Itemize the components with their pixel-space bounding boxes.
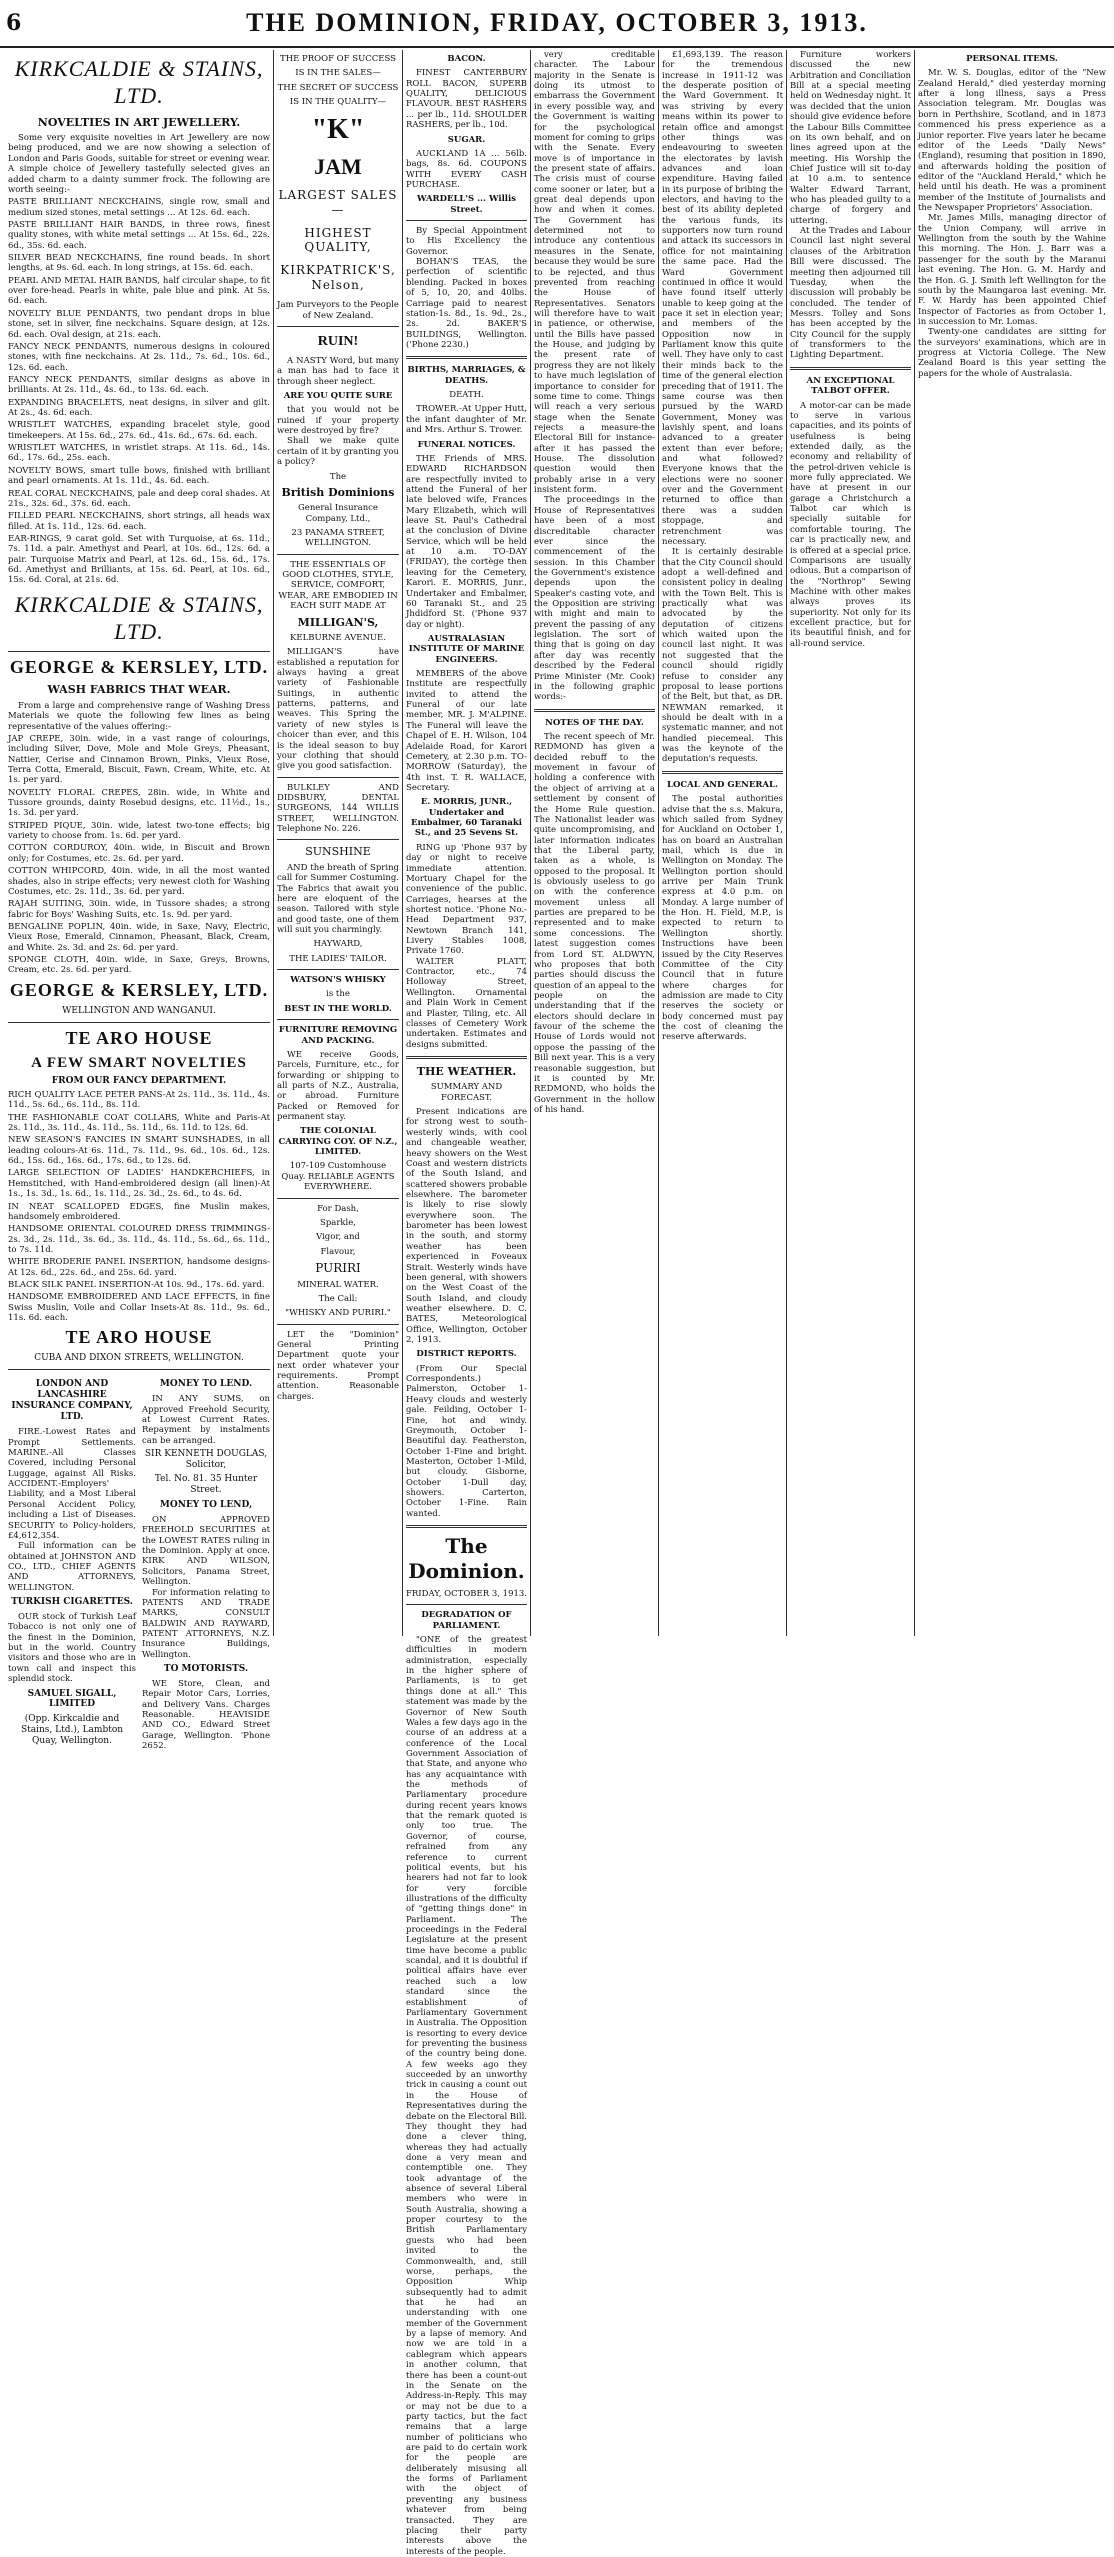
- death-heading: DEATH.: [449, 390, 484, 401]
- bmd-heading: BIRTHS, MARRIAGES, & DEATHS.: [407, 365, 526, 386]
- page-title: THE DOMINION, FRIDAY, OCTOBER 3, 1913.: [246, 8, 868, 37]
- turkish-body: OUR stock of Turkish Leaf Tobacco is not only one of the finest in the Dominion, but in the world. Country visitors and those who are in town call and inspect this splendid stock.: [8, 1612, 136, 1685]
- watson-line-1: WATSON'S WHISKY: [290, 975, 386, 986]
- degradation-heading: DEGRADATION OF PARLIAMENT.: [421, 1610, 512, 1631]
- column-4: [534, 50, 655, 1636]
- kirkcaldie-intro: Some very exquisite novelties in Art Jewellery are now being produced, and we are now showing a selection of London and Paris Goods, suitable for street or evening wear. A simple choice of Jewellery tastefully selected gives an added charm to a dainty summer frock. The following are worth seeing:-: [8, 133, 270, 195]
- tearo-brand: TE ARO HOUSE: [65, 1027, 213, 1048]
- money1-name: SIR KENNETH DOUGLAS, Solicitor,: [144, 1449, 268, 1471]
- list-item: HANDSOME ORIENTAL COLOURED DRESS TRIMMINGS-2s. 3d., 2s. 11d., 3s. 6d., 3s. 11d., 4s. 11d., 5s. 6d., 6s. 11d., to 7s. 11d.: [8, 1224, 270, 1255]
- highest-quality: HIGHEST QUALITY,: [304, 225, 372, 255]
- ruin-question-2: that you would not be ruined if your property were destroyed by fire?: [277, 405, 399, 437]
- british-sub: General Insurance Company, Ltd.,: [298, 503, 378, 524]
- largest-sales: LARGEST SALES—: [278, 188, 398, 218]
- dominion-nameplate: The Dominion.: [408, 1534, 525, 1583]
- watson-line-3: BEST IN THE WORLD.: [284, 1003, 392, 1014]
- george-item-list: [8, 734, 270, 976]
- tearo-brand-footer: TE ARO HOUSE: [65, 1327, 213, 1348]
- jam-purveyors: Jam Purveyors to the People of New Zealand.: [277, 300, 399, 321]
- list-item: STRIPED PIQUE, 30in. wide, latest two-tone effects; big variety to choose from. 1s. 6d. per yard.: [8, 820, 270, 842]
- list-item: LARGE SELECTION OF LADIES' HANDKERCHIEFS, in Hemstitched, with Hand-embroidered design (all linen)-At 1s., 1s. 3d., 1s. 6d., 1s. 11d., 2s. 3d., 2s. 6d., to 4s. 6d.: [8, 1168, 270, 1200]
- article-body-1: £1,693,139. The reason for the tremendous increase in 1911-12 was the desperate position of the Ward Government. It was striving by every means within its power to retain office and amongst other things was endeavouring to sweeten the electorates by lavish advances and loan expenditure. Having failed in its purpose of bribing the electors, and having to the best of its ability depleted the various funds, its supporters now turn round and attack its successors in office for not maintaining the same pace. Had the Ward Government continued in office it would have found itself utterly unable to keep going at the pace it set in election year; and members of the Opposition now in Parliament know this quite well. They have only to cast their minds back to the time of the general election preceding that of 1911. The same course was then pursued by the WARD Government, Money was lavishly spent, and loans advanced to a greater extent than ever before; and what followed? Everyone knows that the elections were no sooner over and the Government returned to office than there was a sudden stoppage, and retrenchment was necessary.: [662, 50, 783, 547]
- whisky-puriri: "WHISKY AND PURIRI.": [285, 1308, 391, 1319]
- death-body: TROWER.-At Upper Hutt, the infant daughter of Mr. and Mrs. Arthur S. Trower.: [406, 404, 527, 436]
- marine-heading: AUSTRALASIAN INSTITUTE OF MARINE ENGINEERS.: [408, 633, 525, 665]
- ruin-question: ARE YOU QUITE SURE: [283, 391, 393, 402]
- milligan-name: MILLIGAN'S,: [297, 615, 379, 629]
- district-heading: DISTRICT REPORTS.: [416, 1349, 517, 1360]
- london-insurance-body: FIRE.-Lowest Rates and Prompt Settlements. MARINE.-All Classes Covered, including Personal Luggage, against All Risks. ACCIDENT.-Employers' Liability, and a Most Liberal Personal Accident Policy, including a List of Diseases. SECURITY to Policy-holders, £4,612,354.: [8, 1427, 136, 1541]
- george-footer: WELLINGTON AND WANGANUI.: [62, 1005, 216, 1016]
- funeral-heading: FUNERAL NOTICES.: [417, 439, 516, 450]
- puriri-title: PURIRI: [315, 1260, 361, 1275]
- patents-ad: For information relating to PATENTS AND TRADE MARKS, CONSULT BALDWIN AND RAYWARD, PATENT ATTORNEYS, N.Z. Insurance Buildings, Wellington.: [142, 1587, 270, 1660]
- george-brand: GEORGE & KERSLEY, LTD.: [9, 657, 269, 678]
- list-item: FANCY NECK PENDANTS, numerous designs in coloured stones, with fine neckchains. At 2s. 11d., 7s. 6d., 10s. 6d., 12s. 6d. each.: [8, 341, 270, 373]
- sparkle: Sparkle,: [320, 1217, 356, 1228]
- london-insurance-footer: Full information can be obtained at JOHNSTON AND CO., LTD., CHIEF AGENTS AND ATTORNEYS, WELLINGTON.: [8, 1541, 136, 1593]
- proof-line-2: IS IN THE SALES—: [295, 68, 381, 79]
- ruin-question-3: Shall we make quite certain of it by granting you a policy?: [277, 436, 399, 468]
- wardell-name: WARDELL'S ... Willis Street.: [416, 194, 517, 215]
- list-item: SPONGE CLOTH, 40in. wide, in Saxe, Greys, Browns, Cream, etc. 2s. 6d. per yard.: [8, 955, 270, 976]
- news-body-1: Furniture workers discussed the new Arbitration and Conciliation Bill at a special meeting held on Wednesday night. It was decided that the union should give evidence before the Labour Bills Committee on its own behalf, and on lines agreed upon at the meeting. His Worship the Chief Justice will sit to-day at 10 a.m. to sentence Walter Edward Tarrant, who has pleaded guilty to a charge of forgery and uttering.: [790, 50, 911, 226]
- degradation-body: "ONE of the greatest difficulties in modern administration, especially in the higher sphere of Parliaments, is to get things done at all." This statement was made by the Governor of New South Wales a few days ago in the course of an address at a conference of the Local Government Association of that State, and anyone who has any acquaintance with the methods of Parliamentary procedure during recent years knows that the remark quoted is only too true. The Governor, of course, refrained from any reference to current political events, but his hearers had not far to look for very forcible illustrations of the difficulty of "getting things done" in Parliament. The proceedings in the Federal Legislature at the present time have become a public scandal, and it is doubtful if political affairs have ever reached such a low standard since the establishment of Parliamentary Government in Australia. The Opposition is resorting to every device for preventing the business of the country being done. A few weeks ago they succeeded by an unworthy trick in causing a count out in the House of Representatives during the debate on the Electoral Bill. They thought they had done a clever thing, whereas they had actually done a very mean and contemptible one. They took advantage of the absence of several Liberal members who were in South Australia, showing a proper courtesy to the British Parliamentary guests who had been invited to the Commonwealth, and, still worse, perhaps, the Opposition Whip subsequently had to admit that he had an understanding with one member of the Government by a lapse of memory. And now we are told in a cablegram which appears in another column, that there has been a count-out in the Senate on the Address-in-Reply. This may or may not be due to a party tactics, but the fact remains that a large number of politicians who are paid to do certain work for the people are deliberately misusing all the forms of Parliament with the object of preventing any business whatever from being transacted. They are placing their party interests above the interests of the people.: [406, 1634, 527, 2557]
- money2-body: ON APPROVED FREEHOLD SECURITIES at the LOWEST RATES ruling in the Dominion. Apply at once. KIRK AND WILSON, Solicitors, Panama Street, Wellington.: [142, 1515, 270, 1588]
- marine-body: MEMBERS of the above Institute are respectfully invited to attend the Funeral of our late member, MR. J. M'ALPINE. The Funeral will leave the Chapel of E. H. Wilson, 104 Adelaide Road, for Karori Cemetery, at 2.30 p.m. TO-MORROW (Saturday), the 4th inst. T. R. WALLACE, Secretary.: [406, 669, 527, 793]
- left-advertisements: [8, 50, 270, 1752]
- tearo-item-list: [8, 1090, 270, 1324]
- bohan-appointment: By Special Appointment to His Excellency the Governor.: [406, 226, 527, 257]
- list-item: PEARL AND METAL HAIR BANDS, half circular shape, to fit over fore-head. Pearls in white, pale blue and pink. At 5s. 6d. each.: [8, 275, 270, 307]
- editorial-continued-2: The proceedings in the House of Representatives have been of a most discreditable character ever since the commencement of the session. In this Chamber the Government's existence depends upon the Speaker's casting vote, and the Opposition are striving with might and main to prevent the passing of any legislation. The sort of thing that is going on day after day was recently described by the Federal Prime Minister (Mr. Cook) in the following graphic words:-: [534, 495, 655, 703]
- list-item: COTTON WHIPCORD, 40in. wide, in all the most wanted shades, also in stripe effects; very newest cloth for Washing Costumes, etc. 2s. 11d., 3s. 6d. per yard.: [8, 866, 270, 897]
- platt-ad: WALTER PLATT, Contractor, etc., 74 Holloway Street, Wellington. Ornamental and Plain Work in Cement and Plaster, Tiling, etc. All classes of Cemetery Work undertaken. Estimates and designs submitted.: [406, 956, 527, 1050]
- ladies-tailor: THE LADIES' TAILOR.: [289, 953, 387, 964]
- watson-line-2: is the: [326, 989, 350, 1000]
- money1-address: Tel. No. 81. 35 Hunter Street.: [154, 1474, 258, 1496]
- list-item: REAL CORAL NECKCHAINS, pale and deep coral shades. At 21s., 32s. 6d., 37s. 6d. each.: [8, 488, 270, 509]
- personal-body-2: Mr. James Mills, managing director of the Union Company, will arrive in Wellington from the south by the Wahine this morning. The Hon. J. Barr was a passenger for the south by the Maranui last evening. The Hon. G. M. Hardy and the Hon. G. J. Smith left Wellington for the south by the Maungaroa last evening. Mr. F. W. Hardy has been appointed Chief Inspector of Factories as from October 1, in succession to Mr. Lomas.: [918, 213, 1106, 327]
- list-item: WHITE BRODERIE PANEL INSERTION, handsome designs-At 12s. 6d., 22s. 6d., and 25s. 6d. yard.: [8, 1257, 270, 1278]
- turkish-title: TURKISH CIGARETTES.: [11, 1597, 133, 1608]
- sunshine-title: SUNSHINE: [305, 845, 371, 859]
- motorists-title: TO MOTORISTS.: [163, 1664, 249, 1675]
- colonial-name: THE COLONIAL CARRYING COY. OF N.Z., LIMITED.: [278, 1126, 398, 1158]
- article-body-2: It is certainly desirable that the City Council should adopt a well-defined and consistent policy in dealing with the Town Belt. This is practically what was advocated by the deputation of citizens which waited upon the council last night. It was not suggested that the council should rigidly refuse to consider any proposal to lease portions of the Belt, but that, as DR. NEWMAN remarked, it should be dealt with in a systematic manner, and not handled piecemeal. This was the keynote of the deputation's requests.: [662, 547, 783, 765]
- list-item: RAJAH SUITING, 30in. wide, in Tussore shades; a strong fabric for Boys' Washing Suits, etc. 1s. 9d. per yard.: [8, 899, 270, 920]
- morris-name: E. MORRIS, JUNR., Undertaker and Embalmer, 60 Taranaki St., and 25 Sevens St.: [411, 797, 522, 839]
- hayward-name: HAYWARD,: [313, 939, 363, 950]
- list-item: COTTON CORDUROY, 40in. wide, in Biscuit and Brown only; for Costumes, etc. 2s. 6d. per yard.: [8, 843, 270, 864]
- masthead: [0, 0, 1114, 48]
- george-intro: From a large and comprehensive range of Washing Dress Materials we quote the following few lines as being representative of the values offering:-: [8, 700, 270, 732]
- list-item: NOVELTY BLUE PENDANTS, two pendant drops in blue stone, set in silver, fine neckchains. Square design, at 12s. 6d. each. Oval design, at 21s. each.: [8, 308, 270, 340]
- bacon-title: BACON.: [447, 54, 486, 64]
- page-number: 6: [6, 10, 22, 36]
- proof-line-4: IS IN THE QUALITY—: [289, 97, 387, 108]
- morris-body: RING up 'Phone 937 by day or night to receive immediate attention. Mortuary Chapel for the convenience of the public. Carriages, hearses at the shortest notice. 'Phone No.-Head Department 937, Newtown Branch 141, Livery Stables 1008, Private 1760.: [406, 842, 527, 957]
- kirkcaldie-brand: KIRKCALDIE & STAINS, LTD.: [14, 56, 264, 108]
- london-insurance-title: LONDON AND LANCASHIRE INSURANCE COMPANY, LTD.: [11, 1379, 133, 1423]
- local-heading: LOCAL AND GENERAL.: [667, 779, 778, 790]
- motorists-body: WE Store, Clean, and Repair Motor Cars, Lorries, and Delivery Vans. Charges Reasonable. HEAVISIDE AND CO., Edward Street Garage, Wellington. 'Phone 2652.: [142, 1679, 270, 1752]
- furniture-title: FURNITURE REMOVING AND PACKING.: [278, 1025, 398, 1046]
- list-item: NEW SEASON'S FANCIES IN SMART SUNSHADES, in all leading colours-At 6s. 11d., 7s. 11d., 9s. 6d., 10s. 6d., 12s. 6d., 15s. 6d., 16s. 6d., 17s. 6d., to 12s. 6d.: [8, 1135, 270, 1167]
- column-5: [662, 50, 783, 1636]
- editorial-continued-1: very creditable character. The Labour majority in the Senate is doing its utmost to embarrass the Government in every possible way, and the Government is waiting for the psychological moment for coming to grips with the Senate. Every move is of importance in the present state of affairs. The crisis must of course come sooner or later, but a great deal depends upon how and when it comes. The Government has determined not to introduce any contentious measures in the Senate, because they would be sure to be rejected, and thus prevented from reaching the House of Representatives. Senators will therefore have to wait in patience, or otherwise, until the Bills have passed the House, and judging by the present rate of progress they are not likely to have much legislation of importance to consider for some time to come. Things will reach a very serious stage when the Senate rejects a measure-the Electoral Bill for instance-after it has passed the House. The dissolution question would then probably arise in a very insistent form.: [534, 50, 655, 496]
- bacon-body: FINEST CANTERBURY ROLL BACON, SUPERB QUALITY, DELICIOUS FLAVOUR. BEST RASHERS ... per lb., 11d. SHOULDER RASHERS, per lb., 10d.: [406, 68, 527, 131]
- tearo-address: CUBA AND DIXON STREETS, WELLINGTON.: [34, 1353, 244, 1364]
- list-item: RICH QUALITY LACE PETER PANS-At 2s. 11d., 3s. 11d., 4s. 11d., 5s. 6d., 6s. 11d., 8s. 11d.: [8, 1089, 270, 1111]
- george-headline: WASH FABRICS THAT WEAR.: [47, 683, 231, 697]
- list-item: HANDSOME EMBROIDERED AND LACE EFFECTS, in fine Swiss Muslin, Voile and Collar Insets-At 8s. 11d., 9s. 6d., 11s. 6d. each.: [8, 1292, 270, 1324]
- furniture-body: WE receive Goods, Parcels, Furniture, etc., for forwarding or shipping to all parts of N.Z., Australia, or abroad. Furniture Packed or Removed for permanent stay.: [277, 1049, 399, 1123]
- sigall-address: (Opp. Kirkcaldie and Stains, Ltd.), Lambton Quay, Wellington.: [20, 1714, 124, 1747]
- column-7: [918, 50, 1106, 1636]
- notes-body: The recent speech of Mr. REDMOND has given a decided rebuff to the movement in favour of holding a conference with the object of arriving at a settlement by consent of the Home Rule question. The Nationalist leader was quite uncompromising, and later information indicates that the Liberal party, taken as a whole, is opposed to the proposal. It is obviously useless to go on with the conference movement unless all parties are prepared to be represented and to make some concessions. The latest suggestion comes from Lord ST. ALDWYN, who proposes that both parties should discuss the question of an appeal to the people on the understanding that if the electors should declare in favour of the scheme the House of Lords would not oppose the passing of the Bill next year. This is a very reasonable suggestion, but it is counted by Mr. REDMOND, who holds the Government in the hollow of his hand.: [534, 732, 655, 1115]
- printing-ad: LET the "Dominion" General Printing Department quote your next order whatever your requirements. Prompt attention. Reasonable charges.: [277, 1329, 399, 1402]
- kirkcaldie-brand-footer: KIRKCALDIE & STAINS, LTD.: [14, 591, 264, 644]
- list-item: EAR-RINGS, 9 carat gold. Set with Turquoise, at 6s. 11d., 7s. 11d. a pair. Amethyst and Pearl, at 10s. 6d., 12s. 6d. a pair. Turquoise Matrix and Pearl, at 12s. 6d., 15s. 6d., 17s. 6d. Amethyst and Brilliants, at 15s. 6d. Pearl, at 10s. 6d., 15s. 6d. Coral, at 21s. 6d.: [8, 534, 270, 586]
- personal-body-3: Twenty-one candidates are sitting for the surveyors' examinations, which are in progress at Victoria College. The New Zealand Board is this year setting the papers for the whole of Australasia.: [918, 327, 1106, 379]
- colonial-address: 107-109 Customhouse Quay. RELIABLE AGENTS EVERYWHERE.: [281, 1161, 395, 1193]
- ruin-body: A NASTY Word, but many a man has had to face it through sheer neglect.: [277, 355, 399, 387]
- money1-body: IN ANY SUMS, on Approved Freehold Security, at Lowest Current Rates. Repayment by instalments can be arranged.: [142, 1394, 270, 1446]
- local-body: The postal authorities advise that the s.s. Makura, which sailed from Sydney for Auckland on October 1, has on board an Australian mail, which is due in Wellington on Monday. The Wellington portion should arrive per Main Trunk express at 4.0 p.m. on Monday. A large number of the Hon. H. Field, M.P., is expected to return to Wellington shortly. Instructions have been issued by the City Reserves Committee of the City Council that in future where charges for admission are made to City reserves the society or body concerned must pay the cost of cleaning the reserve afterwards.: [662, 794, 783, 1043]
- list-item: JAP CREPE, 30in. wide, in a vast range of colourings, including Silver, Dove, Mole and Mole Greys, Pheasant, Nattier, Cerise and Cinnamon Brown, Pinks, Vieux Rose, Terra Cotta, Emerald, Biscuit, Fawn, Cream, White, etc. At 1s. per yard.: [8, 733, 270, 786]
- personal-body-1: Mr. W. S. Douglas, editor of the "New Zealand Herald," died yesterday morning after a long illness, says a Press Association telegram. Mr. Douglas was born in Perthshire, Scotland, and in 1873 commenced his press experience as a junior reporter. Five years later he became editor of the Leeds "Daily News" (England), resuming that position in 1890, and afterwards holding the position of editor of the "Auckland Herald," which he held until his death. He was a prominent member of the Institute of Journalists and the Newspaper Proprietors' Association.: [918, 68, 1106, 214]
- proof-line-3: THE SECRET OF SUCCESS: [277, 82, 399, 93]
- talbot-heading: AN EXCEPTIONAL TALBOT OFFER.: [806, 375, 895, 397]
- column-6: [790, 50, 911, 1636]
- column-3: [406, 50, 527, 2557]
- ruin-title: RUIN!: [317, 333, 359, 349]
- list-item: PASTE BRILLIANT NECKCHAINS, single row, small and medium sized stones, metal settings ... At 12s. 6d. each.: [8, 197, 270, 218]
- list-item: WRISTLET WATCHES, in wristlet straps. At 11s. 6d., 14s. 6d., 17s. 6d., 25s. each.: [8, 443, 270, 464]
- dominion-date: FRIDAY, OCTOBER 3, 1913.: [406, 1588, 527, 1599]
- tearo-sub: FROM OUR FANCY DEPARTMENT.: [51, 1075, 227, 1086]
- british-dominions: British Dominions: [281, 485, 395, 499]
- district-body: (From Our Special Correspondents.) Palmerston, October 1-Heavy clouds and westerly gale. Feilding, October 1-Fine, hot and windy. Greymouth, October 1-Beautiful day. Featherston, October 1-Fine and bright. Masterton, October 1-Mild, but cloudy. Gisborne, October 1-Dull day, showers. Carterton, October 1-Fine. Rain wanted.: [406, 1363, 527, 1519]
- k-quote: "K": [311, 114, 365, 146]
- list-item: WRISTLET WATCHES, expanding bracelet style, good timekeepers. At 15s. 6d., 27s. 6d., 41s. 6d., 67s. 6d. each.: [8, 420, 270, 441]
- kirkpatrick-name: KIRKPATRICK'S, Nelson,: [280, 262, 396, 292]
- funeral-body: THE Friends of MRS. EDWARD RICHARDSON are respectfully invited to attend the Funeral of her late beloved wife, Frances Mary Elizabeth, which will leave St. Paul's Cathedral at the conclusion of Divine Service, which will be held at 10 a.m. TO-DAY (FRIDAY), the cortège then leaving for the Cemetery, Karori. E. MORRIS, Junr., Undertaker and Embalmer, 60 Taranaki St., and 25 Jhdidford St. ('Phone 937 day or night).: [406, 453, 527, 630]
- weather-sub: SUMMARY AND FORECAST.: [430, 1082, 503, 1103]
- list-item: BLACK SILK PANEL INSERTION-At 10s. 9d., 17s. 6d. yard.: [8, 1280, 265, 1291]
- money1-title: MONEY TO LEND.: [159, 1379, 253, 1390]
- vigor: Vigor, and: [316, 1232, 360, 1243]
- news-body-2: At the Trades and Labour Council last night several clauses of the Arbitration Bill were discussed. The meeting then adjourned till Tuesday, when the discussion will probably be concluded. The tender of Messrs. Tolley and Sons has been accepted by the City Council for the supply of transformers to the Lighting Department.: [790, 226, 911, 361]
- kirkcaldie-item-list: [8, 197, 270, 586]
- list-item: IN NEAT SCALLOPED EDGES, fine Muslin makes, handsomely embroidered.: [8, 1201, 270, 1222]
- jam-heading: JAM: [314, 153, 362, 179]
- list-item: PASTE BRILLIANT HAIR BANDS, in three rows, finest quality stones, with white metal settings ... At 15s. 6d., 22s. 6d., 35s. 6d. each.: [8, 219, 270, 251]
- list-item: NOVELTY FLORAL CREPES, 28in. wide, in White and Tussore grounds, dainty Rosebud designs, etc. 11½d., 1s., 1s. 3d. per yard.: [8, 787, 270, 819]
- list-item: FANCY NECK PENDANTS, similar designs as above in brilliants. At 2s. 11d., 4s. 6d., to 13s. 6d. each.: [8, 374, 270, 396]
- bulkley-ad: BULKLEY AND DIDSBURY, DENTAL SURGEONS, 144 WILLIS STREET, WELLINGTON. Telephone No. 226.: [277, 782, 399, 835]
- tearo-headline: A FEW SMART NOVELTIES: [31, 1054, 247, 1071]
- for-dash: For Dash,: [317, 1203, 359, 1214]
- list-item: THE FASHIONABLE COAT COLLARS, White and Paris-At 2s. 11d., 3s. 11d., 4s. 11d., 5s. 11d., 6s. 11d. to 12s. 6d.: [8, 1112, 270, 1134]
- list-item: BENGALINE POPLIN, 40in. wide, in Saxe, Navy, Electric, Vieux Rose, Emerald, Cinnamon, Pheasant, Black, Cream, and White. 2s. 3d. and 2s. 6d. per yard.: [8, 922, 270, 953]
- money2-title: MONEY TO LEND,: [159, 1500, 253, 1511]
- british-the: The: [329, 471, 347, 482]
- british-address: 23 PANAMA STREET, WELLINGTON.: [291, 528, 385, 549]
- bohan-body: BOHAN'S TEAS, the perfection of scientific blending. Packed in boxes of 5, 10, 20, and 40lbs. Carriage paid to nearest station-1s. 8d., 1s. 9d., 2s., 2s. 2d. BAKER'S BUILDINGS, Wellington. ('Phone 2230.): [406, 257, 527, 350]
- list-item: FILLED PEARL NECKCHAINS, short strings, all heads wax filled. At 1s. 11d., 12s. 6d. each.: [8, 511, 270, 532]
- kirkcaldie-headline: NOVELTIES IN ART JEWELLERY.: [37, 115, 241, 129]
- sunshine-body: AND the breath of Spring call for Summer Costuming. The Fabrics that await you here are eloquent of the season. Tailored with style and good taste, one of them will suit you charmingly.: [277, 862, 399, 935]
- milligan-body: MILLIGAN'S have established a reputation for always having a great variety of Fashionable Suitings, in authentic patterns, patterns, and weaves. This Spring the variety of new styles is choicer than ever, and this is the ideal season to buy your clothing that should give you good satisfaction.: [277, 647, 399, 772]
- proof-line-1: THE PROOF OF SUCCESS: [280, 54, 396, 64]
- sigall-name: SAMUEL SIGALL, LIMITED: [27, 1688, 117, 1710]
- essentials-ad: THE ESSENTIALS OF GOOD CLOTHES, STYLE, SERVICE, COMFORT, WEAR, ARE EMBODIED IN EACH SUIT MADE AT: [278, 559, 398, 612]
- list-item: EXPANDING BRACELETS, neat designs, in silver and gilt. At 2s., 4s. 6d. each.: [8, 397, 270, 419]
- weather-body: Present indications are for strong west to south-westerly winds, with cool and changeable weather, heavy showers on the West Coast and western districts of the South Island, and scattered showers probable elsewhere. The barometer is likely to rise slowly everywhere soon. The barometer has been lowest in the south, and stormy weather has been experienced in Foveaux Strait. Westerly winds have been general, with showers on the West Coast of the South Island, and cloudy weather elsewhere. D. C. BATES, Meteorological Office, Wellington, October 2, 1913.: [406, 1107, 527, 1346]
- sugar-body: AUCKLAND 1A ... 56lb. bags, 8s. 6d. COUPONS WITH EVERY CASH PURCHASE.: [406, 148, 527, 190]
- sugar-title: SUGAR.: [447, 134, 486, 145]
- notes-heading: NOTES OF THE DAY.: [545, 717, 644, 728]
- talbot-body: A motor-car can be made to serve in various capacities, and its points of usefulness is being extended daily, as the economy and reliability of the petrol-driven vehicle is more fully appreciated. We have at present in our garage a Christchurch a Talbot car which is specially suitable for comfortable touring. The car is practically new, and is offered at a special price. Comparisons are usually odious. But a comparison of the "Northrop" Sewing Machine with other makes always proves its superiority. Not only for its excellent practice, but for its beautiful finish, and for all-round service.: [790, 400, 911, 649]
- kelburne: KELBURNE AVENUE.: [290, 632, 386, 643]
- list-item: NOVELTY BOWS, smart tulle bows, finished with brilliant and pearl ornaments. At 1s. 11d., 4s. 6d. each.: [8, 465, 270, 487]
- flavour: Flavour,: [320, 1246, 356, 1257]
- weather-heading: THE WEATHER.: [416, 1064, 517, 1078]
- list-item: SILVER BEAD NECKCHAINS, fine round beads. In short lengths, at 9s. 6d. each. In long strings, at 15s. 6d. each.: [8, 253, 270, 274]
- george-brand-footer: GEORGE & KERSLEY, LTD.: [9, 979, 269, 1000]
- column-2: [277, 50, 399, 1636]
- personal-heading: PERSONAL ITEMS.: [966, 54, 1058, 64]
- mineral-water: MINERAL WATER.: [297, 1279, 379, 1290]
- small-ads-left: [8, 1375, 270, 1751]
- the-call: The Call:: [318, 1293, 358, 1304]
